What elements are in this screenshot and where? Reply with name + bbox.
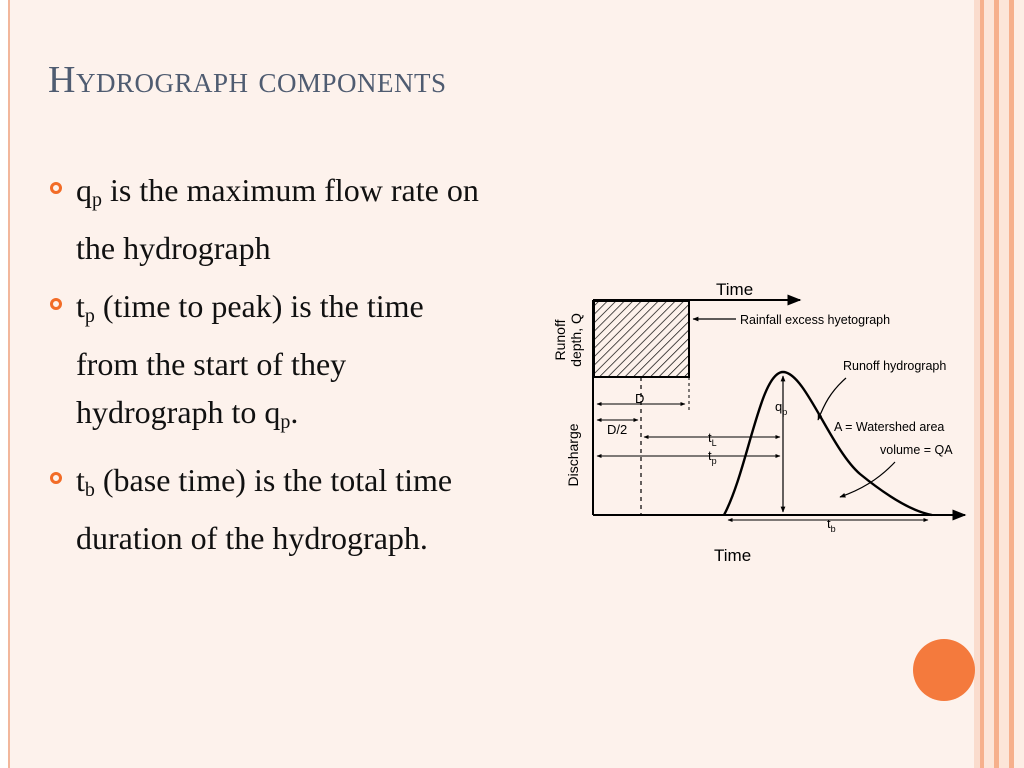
hydrograph-figure <box>540 270 980 570</box>
volume-label: volume = QA <box>880 443 953 457</box>
bullet-item <box>48 456 488 562</box>
left-border <box>8 0 10 768</box>
runoff-callout-arrow <box>818 378 846 420</box>
decor-stripe <box>999 0 1009 768</box>
bullet-item <box>48 166 488 272</box>
bullet-text: (time to peak) is the time from the start of they hydrograph to q <box>76 288 424 430</box>
slide-title: Hydrograph components <box>48 59 447 101</box>
decor-stripe <box>984 0 994 768</box>
decorative-orange-circle <box>913 639 975 701</box>
base-time-label: $t_b$ <box>827 516 836 534</box>
bullet-tail-subscript: p <box>280 411 291 433</box>
bullet-text: (base time) is the total time duration of the hydrograph. <box>76 462 453 556</box>
half-duration-label: D/2 <box>607 422 628 437</box>
peak-discharge-label: $q_p$ <box>775 399 788 417</box>
bullet-list <box>48 166 488 572</box>
bullet-ring-icon <box>50 298 62 310</box>
bullet-symbol: t <box>76 462 85 498</box>
discharge-label: Discharge <box>565 423 581 487</box>
runoff-depth-label-line2: depth, Q <box>568 313 584 367</box>
bullet-subscript: p <box>92 189 102 211</box>
bullet-item <box>48 282 488 446</box>
bullet-subscript: p <box>84 305 95 327</box>
decor-stripe <box>1014 0 1024 768</box>
bullet-symbol: q <box>76 172 92 208</box>
watershed-area-label: A = Watershed area <box>834 420 945 434</box>
bullet-tail: . <box>290 394 299 430</box>
bullet-text: is the maximum flow rate on the hydrograph <box>76 172 479 266</box>
bottom-time-label: Time <box>714 546 752 565</box>
bullet-ring-icon <box>50 472 62 484</box>
time-to-peak-label: $t_p$ <box>708 448 717 466</box>
bullet-symbol: t <box>76 288 85 324</box>
bullet-ring-icon <box>50 182 62 194</box>
hyetograph-block <box>594 301 689 377</box>
duration-label: D <box>635 391 645 406</box>
lag-time-label: $t_L$ <box>708 430 717 448</box>
top-time-label: Time <box>716 280 754 299</box>
runoff-depth-label-line1: Runoff <box>552 319 568 361</box>
rainfall-excess-label: Rainfall excess hyetograph <box>740 313 891 327</box>
bullet-subscript: b <box>84 479 95 501</box>
runoff-hydrograph-label: Runoff hydrograph <box>843 359 947 373</box>
